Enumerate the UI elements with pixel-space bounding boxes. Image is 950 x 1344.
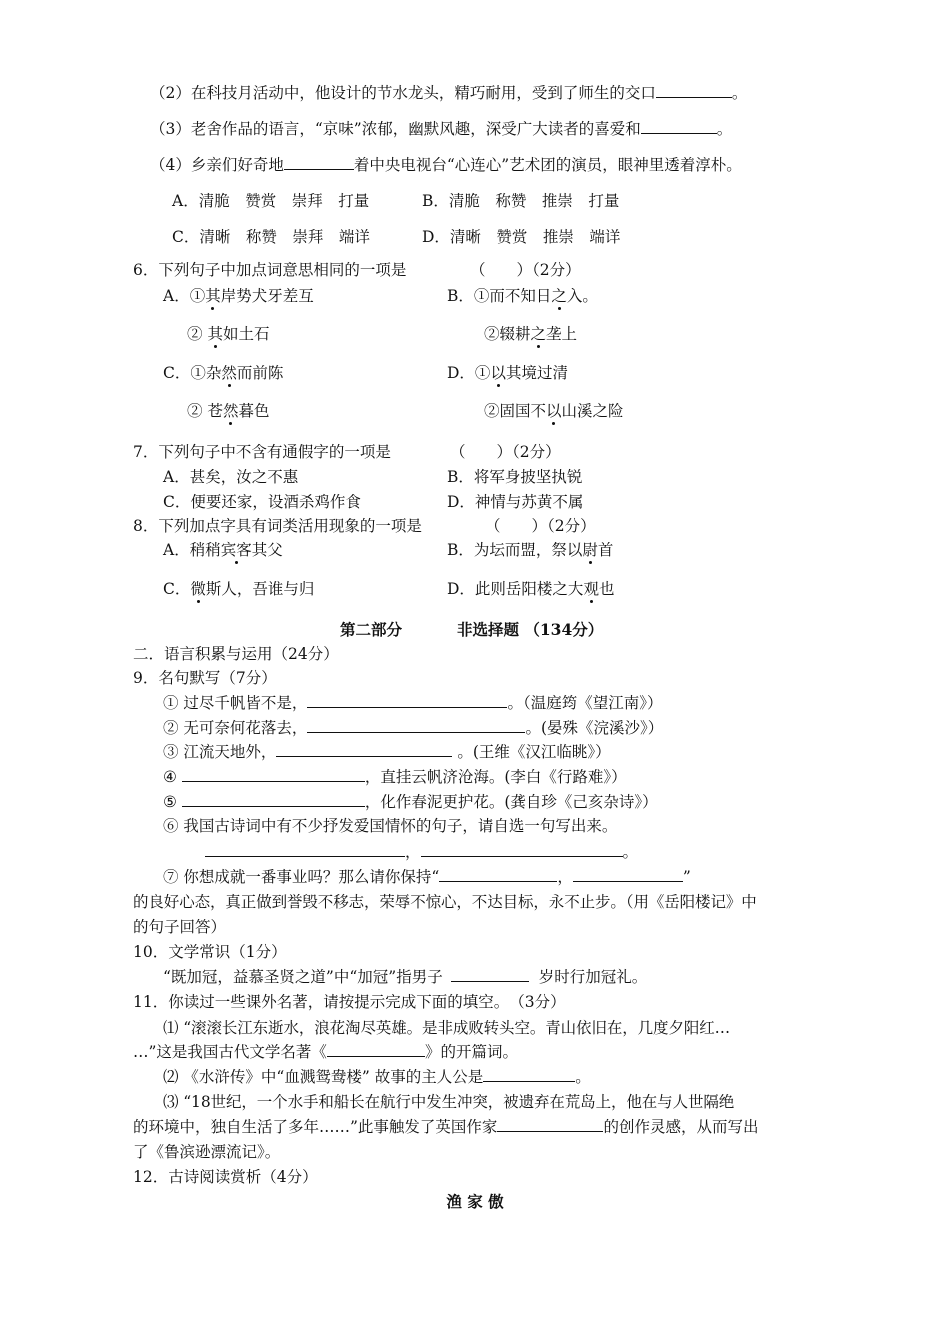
q9-line-7: ⑦ 你想成就一番事业吗？那么请你保持“ ， ” bbox=[163, 868, 691, 886]
q11-part-3-cont: 的环境中，独自生活了多年……”此事触发了英国作家 的创作灵感，从而写出 bbox=[133, 1118, 759, 1136]
q9-line-2: ② 无可奈何花落去， 。(晏殊《浣溪沙》） bbox=[163, 719, 664, 737]
q6-option-b-2: ②辍耕之垄上 bbox=[484, 325, 578, 343]
q5-option-b[interactable]: B．清脆 称赞 推崇 打量 bbox=[422, 192, 620, 210]
q5-option-a[interactable]: A．清脆 赞赏 崇拜 打量 bbox=[172, 192, 370, 210]
q6-mark: （ ）（2分） bbox=[470, 261, 581, 279]
q6-option-a-1[interactable]: A．①其岸势犬牙差互 bbox=[163, 287, 314, 305]
q7-stem: 7．下列句子中不含有通假字的一项是 bbox=[133, 443, 391, 461]
section-2-heading: 二．语言积累与运用（24分） bbox=[133, 645, 339, 663]
q8-option-c[interactable]: C．微斯人，吾谁与归 bbox=[163, 580, 315, 598]
q9-line-7-end: 的句子回答） bbox=[133, 918, 227, 936]
q11-part-1-cont: …”这是我国古代文学名著《 》的开篇词。 bbox=[133, 1043, 518, 1061]
answer-blank[interactable] bbox=[641, 118, 717, 134]
answer-blank[interactable] bbox=[656, 82, 732, 98]
q6-option-d-1[interactable]: D．①以其境过清 bbox=[447, 364, 568, 382]
answer-blank[interactable] bbox=[573, 866, 683, 882]
q6-stem: 6．下列句子中加点词意思相同的一项是 bbox=[133, 261, 407, 279]
answer-blank[interactable] bbox=[421, 841, 623, 857]
part2-heading-left: 第二部分 bbox=[340, 620, 403, 639]
q7-option-c[interactable]: C．便要还家，设酒杀鸡作食 bbox=[163, 493, 361, 511]
q10-stem: 10．文学常识（1分） bbox=[133, 943, 287, 961]
q11-part-3: ⑶ “18世纪，一个水手和船长在航行中发生冲突，被遗弃在荒岛上，他在与人世隔绝 bbox=[163, 1093, 735, 1111]
q11-stem: 11．你读过一些课外名著，请按提示完成下面的填空。 （3分） bbox=[133, 993, 566, 1011]
q6-option-b-1[interactable]: B．①而不知日之入。 bbox=[447, 287, 598, 305]
q10-text: “既加冠，益慕圣贤之道”中“加冠”指男子 岁时行加冠礼。 bbox=[163, 968, 648, 986]
q7-option-d[interactable]: D．神情与苏黄不属 bbox=[447, 493, 584, 511]
q5-sentence-4: （4）乡亲们好奇地 着中央电视台“心连心”艺术团的演员，眼神里透着淳朴。 bbox=[150, 156, 742, 174]
q8-mark: （ ）（2分） bbox=[485, 517, 596, 535]
q6-option-a-2: ② 其如土石 bbox=[187, 325, 270, 343]
q7-option-a[interactable]: A．甚矣，汝之不惠 bbox=[163, 468, 299, 486]
q7-mark: （ ）（2分） bbox=[450, 443, 561, 461]
answer-blank[interactable] bbox=[497, 1116, 603, 1132]
answer-blank[interactable] bbox=[327, 1041, 425, 1057]
part2-heading-right: 非选择题 （134分） bbox=[457, 620, 604, 639]
answer-blank[interactable] bbox=[182, 791, 365, 807]
q8-option-d[interactable]: D．此则岳阳楼之大观也 bbox=[447, 580, 615, 598]
q9-line-7-cont: 的良好心态，真正做到誉毁不移志，荣辱不惊心，不达目标，永不止步。（用《岳阳楼记》中 bbox=[133, 893, 757, 911]
q8-stem: 8．下列加点字具有词类活用现象的一项是 bbox=[133, 517, 422, 535]
q5-option-c[interactable]: C．清晰 称赞 崇拜 端详 bbox=[172, 228, 370, 246]
q11-part-1: ⑴ “滚滚长江东逝水，浪花淘尽英雄。是非成败转头空。青山依旧在，几度夕阳红… bbox=[163, 1019, 731, 1037]
q6-option-c-1[interactable]: C．①杂然而前陈 bbox=[163, 364, 284, 382]
q5-option-d[interactable]: D．清晰 赞赏 推崇 端详 bbox=[422, 228, 621, 246]
answer-blank[interactable] bbox=[276, 741, 452, 757]
q11-part-2: ⑵ 《水浒传》中“血溅鸳鸯楼” 故事的主人公是 。 bbox=[163, 1068, 591, 1086]
q5-sentence-2: （2）在科技月活动中，他设计的节水龙头，精巧耐用，受到了师生的交口 。 bbox=[150, 84, 748, 102]
q9-line-6-answer: ， 。 bbox=[205, 841, 638, 863]
q5-sentence-3: （3）老舍作品的语言，“京味”浓郁，幽默风趣，深受广大读者的喜爱和 。 bbox=[150, 120, 733, 138]
q8-option-a[interactable]: A．稍稍宾客其父 bbox=[163, 541, 283, 559]
answer-blank[interactable] bbox=[307, 717, 525, 733]
answer-blank[interactable] bbox=[284, 154, 354, 170]
q9-line-4: ④ ，直挂云帆济沧海。(李白《行路难》） bbox=[163, 768, 627, 786]
q9-line-1: ① 过尽千帆皆不是， 。（温庭筠《望江南》） bbox=[163, 694, 663, 712]
q9-line-3: ③ 江流天地外， 。(王维《汉江临眺》） bbox=[163, 743, 611, 761]
q8-option-b[interactable]: B．为坛而盟，祭以尉首 bbox=[447, 541, 614, 559]
q6-option-c-2: ② 苍然暮色 bbox=[187, 402, 270, 420]
answer-blank[interactable] bbox=[483, 1066, 575, 1082]
answer-blank[interactable] bbox=[182, 766, 365, 782]
poem-title: 渔 家 傲 bbox=[446, 1192, 504, 1211]
q7-option-b[interactable]: B．将军身披坚执锐 bbox=[447, 468, 583, 486]
q9-stem: 9．名句默写（7分） bbox=[133, 669, 277, 687]
q11-part-3-end: 了《鲁滨逊漂流记》。 bbox=[133, 1143, 281, 1161]
q9-line-5: ⑤ ，化作春泥更护花。(龚自珍《己亥杂诗》） bbox=[163, 793, 658, 811]
answer-blank[interactable] bbox=[307, 692, 507, 708]
q12-stem: 12．古诗阅读赏析（4分） bbox=[133, 1168, 318, 1186]
answer-blank[interactable] bbox=[451, 966, 529, 982]
q6-option-d-2: ②固国不以山溪之险 bbox=[484, 402, 624, 420]
q9-line-6: ⑥ 我国古诗词中有不少抒发爱国情怀的句子，请自选一句写出来。 bbox=[163, 817, 618, 835]
answer-blank[interactable] bbox=[205, 841, 405, 857]
answer-blank[interactable] bbox=[439, 866, 557, 882]
